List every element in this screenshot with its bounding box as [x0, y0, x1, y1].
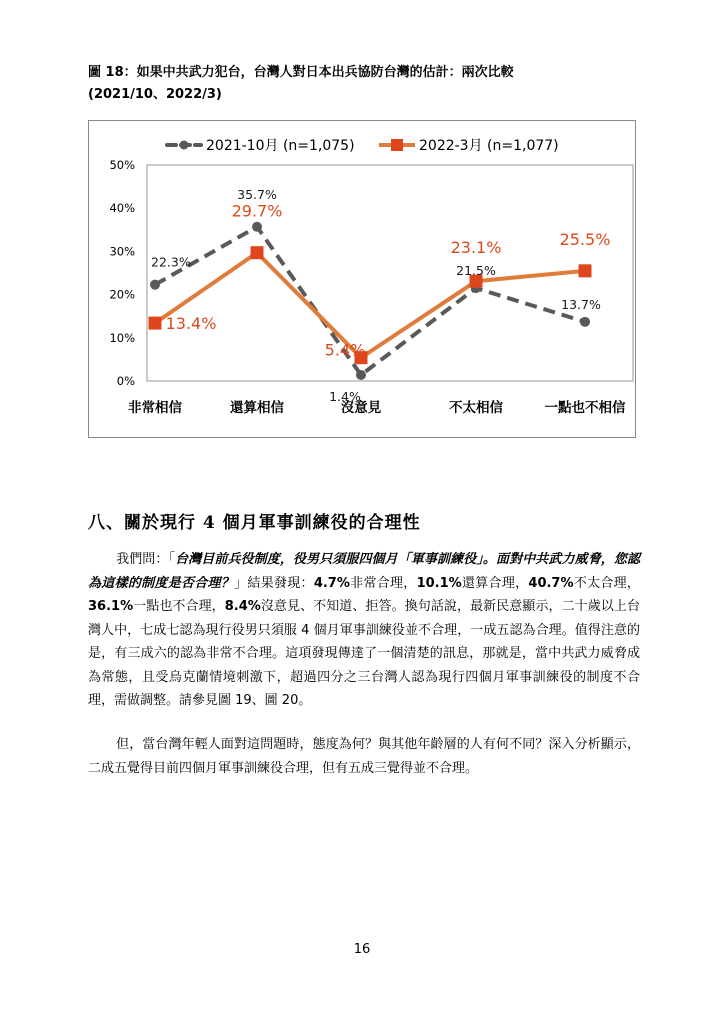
section-heading: 八、關於現行 4 個月軍事訓練役的合理性	[88, 513, 421, 533]
point-2022	[579, 264, 592, 277]
y-tick-label: 20%	[109, 287, 135, 302]
data-label-2021: 21.5%	[456, 263, 496, 279]
result-value: 40.7%	[528, 575, 574, 591]
x-tick-label: 還算相信	[230, 400, 284, 416]
paragraph-youth-analysis	[88, 733, 640, 780]
y-tick-label: 40%	[109, 201, 135, 216]
series-line-2022	[155, 253, 585, 358]
y-tick-label: 30%	[109, 244, 135, 259]
result-text: 一點也不合理，	[133, 599, 225, 614]
result-text: 沒意見、不知道、拒答。換句話說，最新民意顯示，二十歲以上台灣人中，七成七認為現行役男只須服 4 個月軍事訓練役並不合理，一成五認為合理。值得注意的是，有三成六的認為非常不合理。這項發現傳達了一個清楚的訊息，那就是，當中共武力威脅成為常態，且受烏克蘭情境刺激下，超過四分之三台灣人認為現行四個月軍事訓練役的制度不合理，需做調整。請參見圖 19、圖 20。	[88, 599, 640, 708]
data-label-2022: 25.5%	[559, 229, 611, 249]
para1-after-question: 」結果發現：	[234, 575, 314, 591]
point-2022	[251, 246, 264, 259]
result-text: 不太合理，	[573, 575, 640, 591]
y-tick-label: 10%	[109, 330, 135, 345]
data-label-2022: 5.4%	[324, 340, 366, 360]
legend-marker-2021	[180, 141, 189, 150]
y-tick-label: 50%	[109, 158, 135, 172]
para1-lead: 我們問：「	[116, 552, 176, 567]
result-value: 8.4%	[224, 599, 261, 614]
legend-marker-2022	[391, 139, 403, 151]
y-tick-label: 0%	[116, 374, 135, 388]
legend-label-2022: 2022-3月 (n=1,077)	[419, 138, 559, 154]
line-chart	[88, 120, 636, 438]
point-2021	[356, 370, 366, 380]
x-tick-label: 非常相信	[128, 400, 182, 416]
figure-caption-title: 圖 18：如果中共武力犯台，台灣人對日本出兵協防台灣的估計：兩次比較	[88, 65, 514, 80]
para2-text: 但，當台灣年輕人面對這問題時，態度為何？與其他年齡層的人有何不同？深入分析顯示，二成五覺得目前四個月軍事訓練役合理，但有五成三覺得並不合理。	[88, 737, 640, 776]
survey-question: 台灣目前兵役制度，役男只須服四個月「軍事訓練役」。面對中共武力威脅，您認為這樣的制度是否合理？	[88, 552, 640, 591]
result-text: 還算合理，	[461, 575, 529, 591]
result-value: 4.7%	[313, 575, 350, 591]
point-2021	[252, 222, 262, 232]
data-label-2021: 35.7%	[237, 186, 277, 202]
data-label-2021: 1.4%	[329, 388, 361, 404]
legend-label-2021: 2021-10月 (n=1,075)	[206, 138, 355, 154]
figure-caption	[88, 62, 648, 106]
result-value: 36.1%	[88, 599, 134, 614]
point-2021	[150, 280, 160, 290]
data-label-2022: 23.1%	[450, 238, 502, 258]
page-number: 16	[353, 942, 371, 957]
data-label-2022: 13.4%	[165, 314, 217, 334]
data-label-2022: 29.7%	[231, 201, 283, 221]
paragraph-question-results	[88, 548, 640, 713]
chart-svg	[89, 121, 637, 439]
data-label-2021: 22.3%	[151, 254, 191, 270]
result-text: 非常合理，	[349, 575, 417, 591]
x-tick-label: 一點也不相信	[544, 400, 626, 416]
x-tick-label: 沒意見	[340, 400, 382, 416]
figure-caption-dates: (2021/10、2022/3)	[88, 87, 222, 102]
point-2021	[580, 317, 590, 327]
x-tick-label: 不太相信	[449, 400, 503, 416]
data-label-2021: 13.7%	[561, 296, 601, 312]
result-value: 10.1%	[416, 575, 462, 591]
point-2022	[149, 317, 162, 330]
